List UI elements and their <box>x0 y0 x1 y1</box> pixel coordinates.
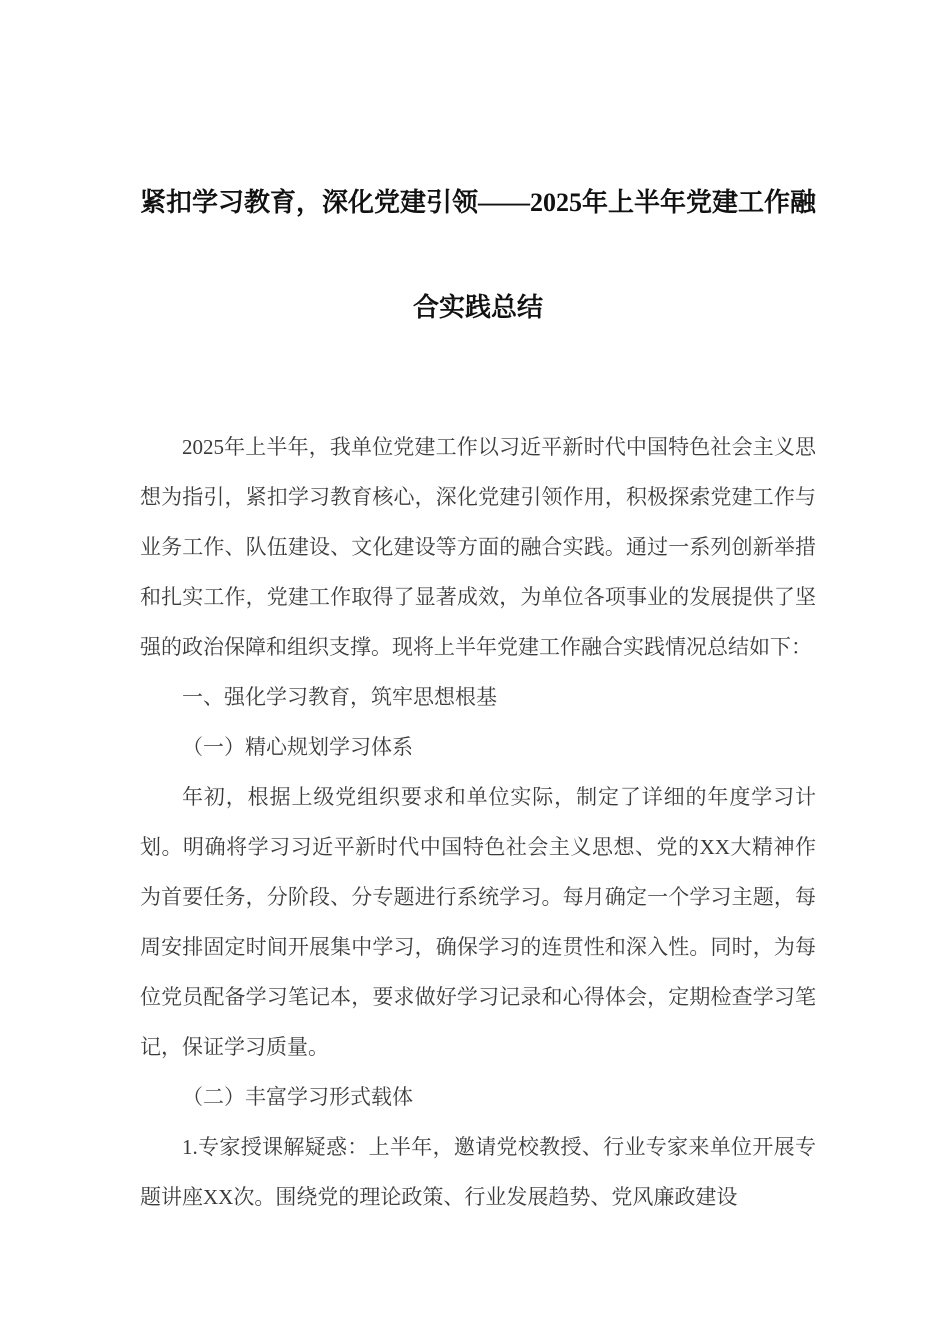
document-content <box>140 0 816 1222</box>
document-body <box>140 422 816 1222</box>
document-title <box>140 0 816 360</box>
subsection-1-1-body: 年初，根据上级党组织要求和单位实际，制定了详细的年度学习计划。明确将学习习近平新时代中国特色社会主义思想、党的XX大精神作为首要任务，分阶段、分专题进行系统学习。每月确定一个学习主题，每周安排固定时间开展集中学习，确保学习的连贯性和深入性。同时，为每位党员配备学习笔记本，要求做好学习记录和心得体会，定期检查学习笔记，保证学习质量。 <box>140 785 816 1059</box>
subsection-heading-1-1: （一）精心规划学习体系 <box>182 735 413 759</box>
list-item-1: 1.专家授课解疑惑：上半年，邀请党校教授、行业专家来单位开展专题讲座XX次。围绕党的理论政策、行业发展趋势、党风廉政建设 <box>140 1135 816 1209</box>
intro-paragraph: 2025年上半年，我单位党建工作以习近平新时代中国特色社会主义思想为指引，紧扣学习教育核心，深化党建引领作用，积极探索党建工作与业务工作、队伍建设、文化建设等方面的融合实践。通过一系列创新举措和扎实工作，党建工作取得了显著成效，为单位各项事业的发展提供了坚强的政治保障和组织支撑。现将上半年党建工作融合实践情况总结如下： <box>140 435 816 659</box>
document-title-line-1: 紧扣学习教育，深化党建引领——2025年上半年党建工作融 <box>140 188 817 217</box>
section-heading-1: 一、强化学习教育，筑牢思想根基 <box>182 685 497 709</box>
document-title-line-2: 合实践总结 <box>412 293 543 322</box>
subsection-heading-1-2: （二）丰富学习形式载体 <box>182 1085 413 1109</box>
